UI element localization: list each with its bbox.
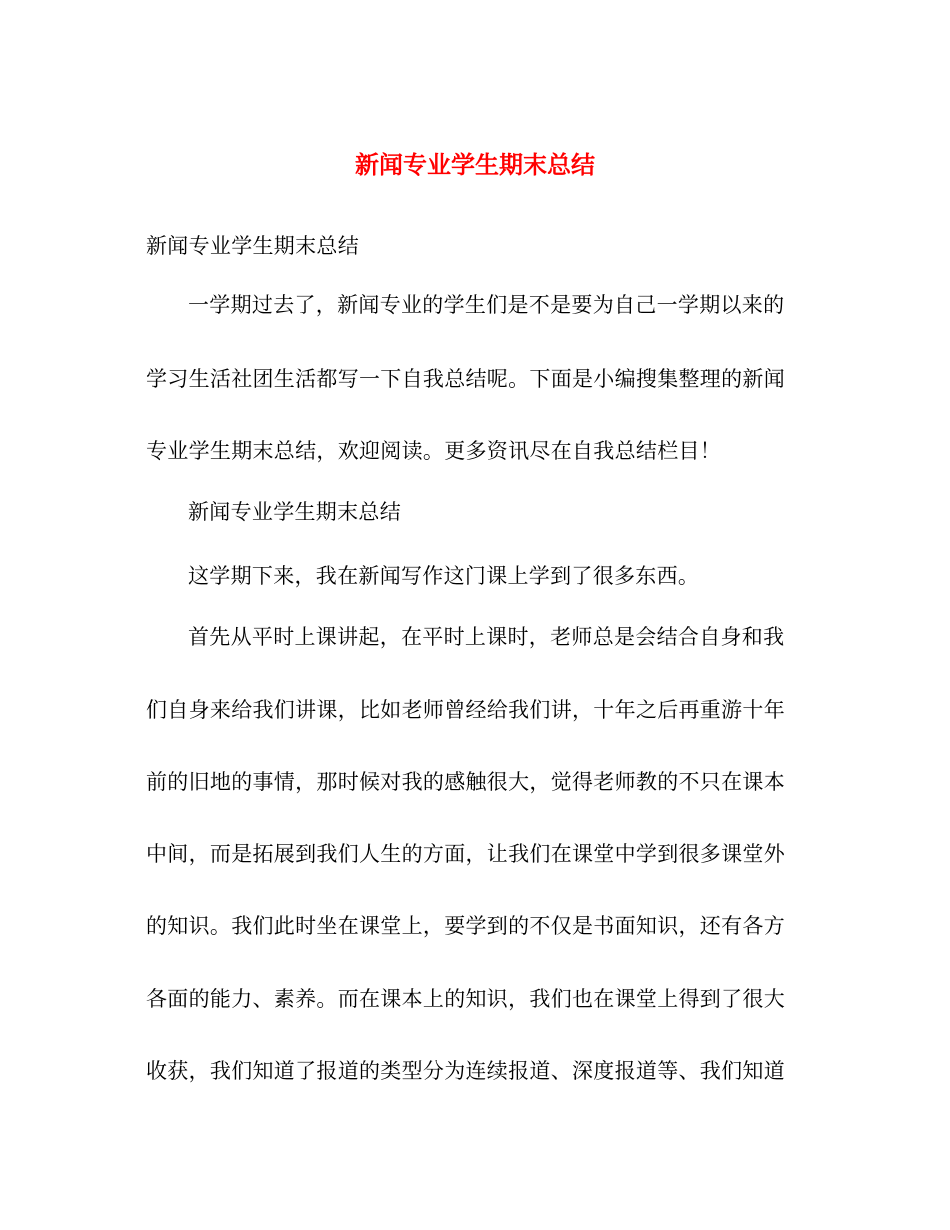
document-title: 新闻专业学生期末总结: [355, 150, 595, 179]
paragraph-line: 专业学生期末总结，欢迎阅读。更多资讯尽在自我总结栏目！: [146, 439, 722, 463]
paragraph-line: 前的旧地的事情，那时候对我的感触很大，觉得老师教的不只在课本: [146, 770, 785, 794]
paragraph-line: 一学期过去了，新闻专业的学生们是不是要为自己一学期以来的: [188, 293, 785, 317]
paragraph-line: 学习生活社团生活都写一下自我总结呢。下面是小编搜集整理的新闻: [146, 367, 785, 391]
paragraph-line: 们自身来给我们讲课，比如老师曾经给我们讲，十年之后再重游十年: [146, 698, 785, 722]
paragraph-line: 的知识。我们此时坐在课堂上，要学到的不仅是书面知识，还有各方: [146, 914, 785, 938]
paragraph-line: 各面的能力、素养。而在课本上的知识，我们也在课堂上得到了很大: [146, 987, 785, 1011]
subtitle-line: 新闻专业学生期末总结: [146, 234, 359, 258]
paragraph-line: 这学期下来，我在新闻写作这门课上学到了很多东西。: [188, 564, 700, 588]
paragraph-line: 收获，我们知道了报道的类型分为连续报道、深度报道等、我们知道: [146, 1059, 785, 1083]
paragraph-line: 首先从平时上课讲起，在平时上课时，老师总是会结合自身和我: [188, 625, 785, 649]
paragraph-line: 中间，而是拓展到我们人生的方面，让我们在课堂中学到很多课堂外: [146, 842, 785, 866]
section-heading: 新闻专业学生期末总结: [188, 500, 401, 524]
